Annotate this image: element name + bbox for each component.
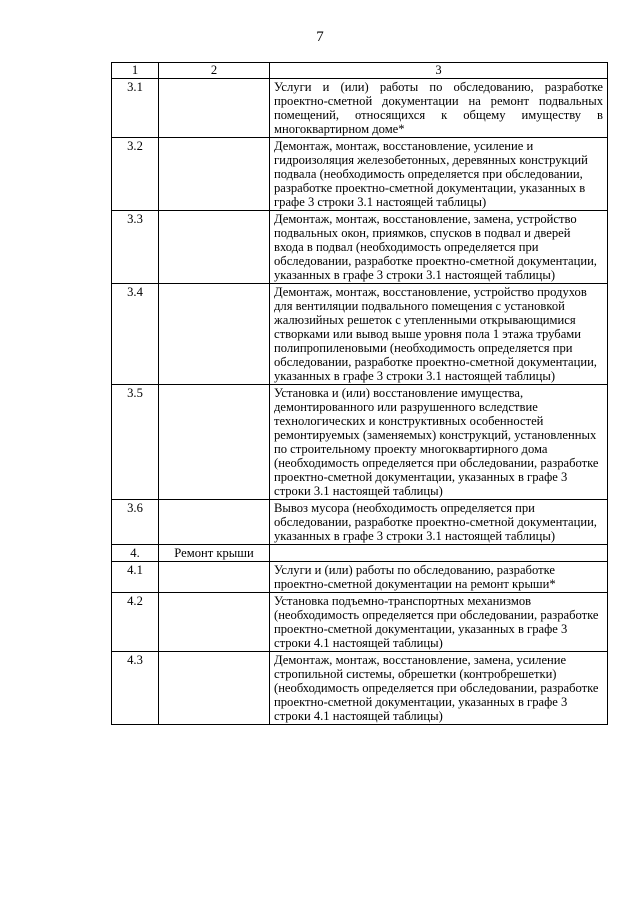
- column-header-2: 2: [159, 63, 270, 79]
- table-row-section: [112, 545, 608, 562]
- table-row: [112, 652, 608, 725]
- row-name: [159, 562, 270, 593]
- row-description: Услуги и (или) работы по обследованию, разработке проектно-сметной документации на ремонт крыши*: [270, 562, 608, 593]
- row-number: 4.: [112, 545, 159, 562]
- row-description: Демонтаж, монтаж, восстановление, замена, устройство подвальных окон, приямков, спусков в подвал и дверей входа в подвал (необходимость определяется при обследовании, разработке проектно-сметной документации, указанных в графе 3 строки 3.1 настоящей таблицы): [270, 211, 608, 284]
- page-number: 7: [316, 29, 324, 45]
- row-name: [159, 593, 270, 652]
- row-description: Демонтаж, монтаж, восстановление, усиление и гидроизоляция железобетонных, деревянных конструкций подвала (необходимость определяется при обследовании, разработке проектно-сметной документации, указанных в графе 3 строки 3.1 настоящей таблицы): [270, 138, 608, 211]
- table-row: [112, 593, 608, 652]
- row-number: 4.3: [112, 652, 159, 725]
- table-header-row: [112, 63, 608, 79]
- row-description: [270, 545, 608, 562]
- row-description: Установка подъемно-транспортных механизмов (необходимость определяется при обследовании, разработке проектно-сметной документации, указанных в графе 3 строки 4.1 настоящей таблицы): [270, 593, 608, 652]
- column-header-1: 1: [112, 63, 159, 79]
- row-number: 3.6: [112, 500, 159, 545]
- row-name: [159, 500, 270, 545]
- table-row: [112, 79, 608, 138]
- row-number: 3.5: [112, 385, 159, 500]
- table-row: [112, 138, 608, 211]
- works-table: [111, 62, 608, 725]
- row-name: Ремонт крыши: [159, 545, 270, 562]
- row-name: [159, 284, 270, 385]
- row-number: 3.4: [112, 284, 159, 385]
- table-row: [112, 211, 608, 284]
- table-row: [112, 500, 608, 545]
- row-name: [159, 385, 270, 500]
- row-description: Демонтаж, монтаж, восстановление, замена, усиление стропильной системы, обрешетки (контробрешетки) (необходимость определяется при обследовании, разработке проектно-сметной документации, указанных в графе 3 строки 4.1 настоящей таблицы): [270, 652, 608, 725]
- row-number: 3.2: [112, 138, 159, 211]
- table-row: [112, 562, 608, 593]
- row-name: [159, 79, 270, 138]
- column-header-3: 3: [270, 63, 608, 79]
- row-name: [159, 652, 270, 725]
- table-row: [112, 284, 608, 385]
- row-name: [159, 138, 270, 211]
- row-description: Услуги и (или) работы по обследованию, разработке проектно-сметной документации на ремонт подвальных помещений, относящихся к общему имуществу в многоквартирном доме*: [270, 79, 608, 138]
- row-number: 4.1: [112, 562, 159, 593]
- row-number: 4.2: [112, 593, 159, 652]
- row-number: 3.1: [112, 79, 159, 138]
- row-description: Установка и (или) восстановление имущества, демонтированного или разрушенного вследствие технологических и конструктивных особенностей ремонтируемых (заменяемых) конструкций, установленных по строительному проекту многоквартирного дома (необходимость определяется при обследовании, разработке проектно-сметной документации, указанных в графе 3 строки 3.1 настоящей таблицы): [270, 385, 608, 500]
- row-number: 3.3: [112, 211, 159, 284]
- table-row: [112, 385, 608, 500]
- row-description: Демонтаж, монтаж, восстановление, устройство продухов для вентиляции подвального помещения с установкой жалюзийных решеток с утепленными открывающимися створками или вывод выше уровня пола 1 этажа трубами полипропиленовыми (необходимость определяется при обследовании, разработке проектно-сметной документации, указанных в графе 3 строки 3.1 настоящей таблицы): [270, 284, 608, 385]
- row-description: Вывоз мусора (необходимость определяется при обследовании, разработке проектно-сметной документации, указанных в графе 3 строки 3.1 настоящей таблицы): [270, 500, 608, 545]
- row-name: [159, 211, 270, 284]
